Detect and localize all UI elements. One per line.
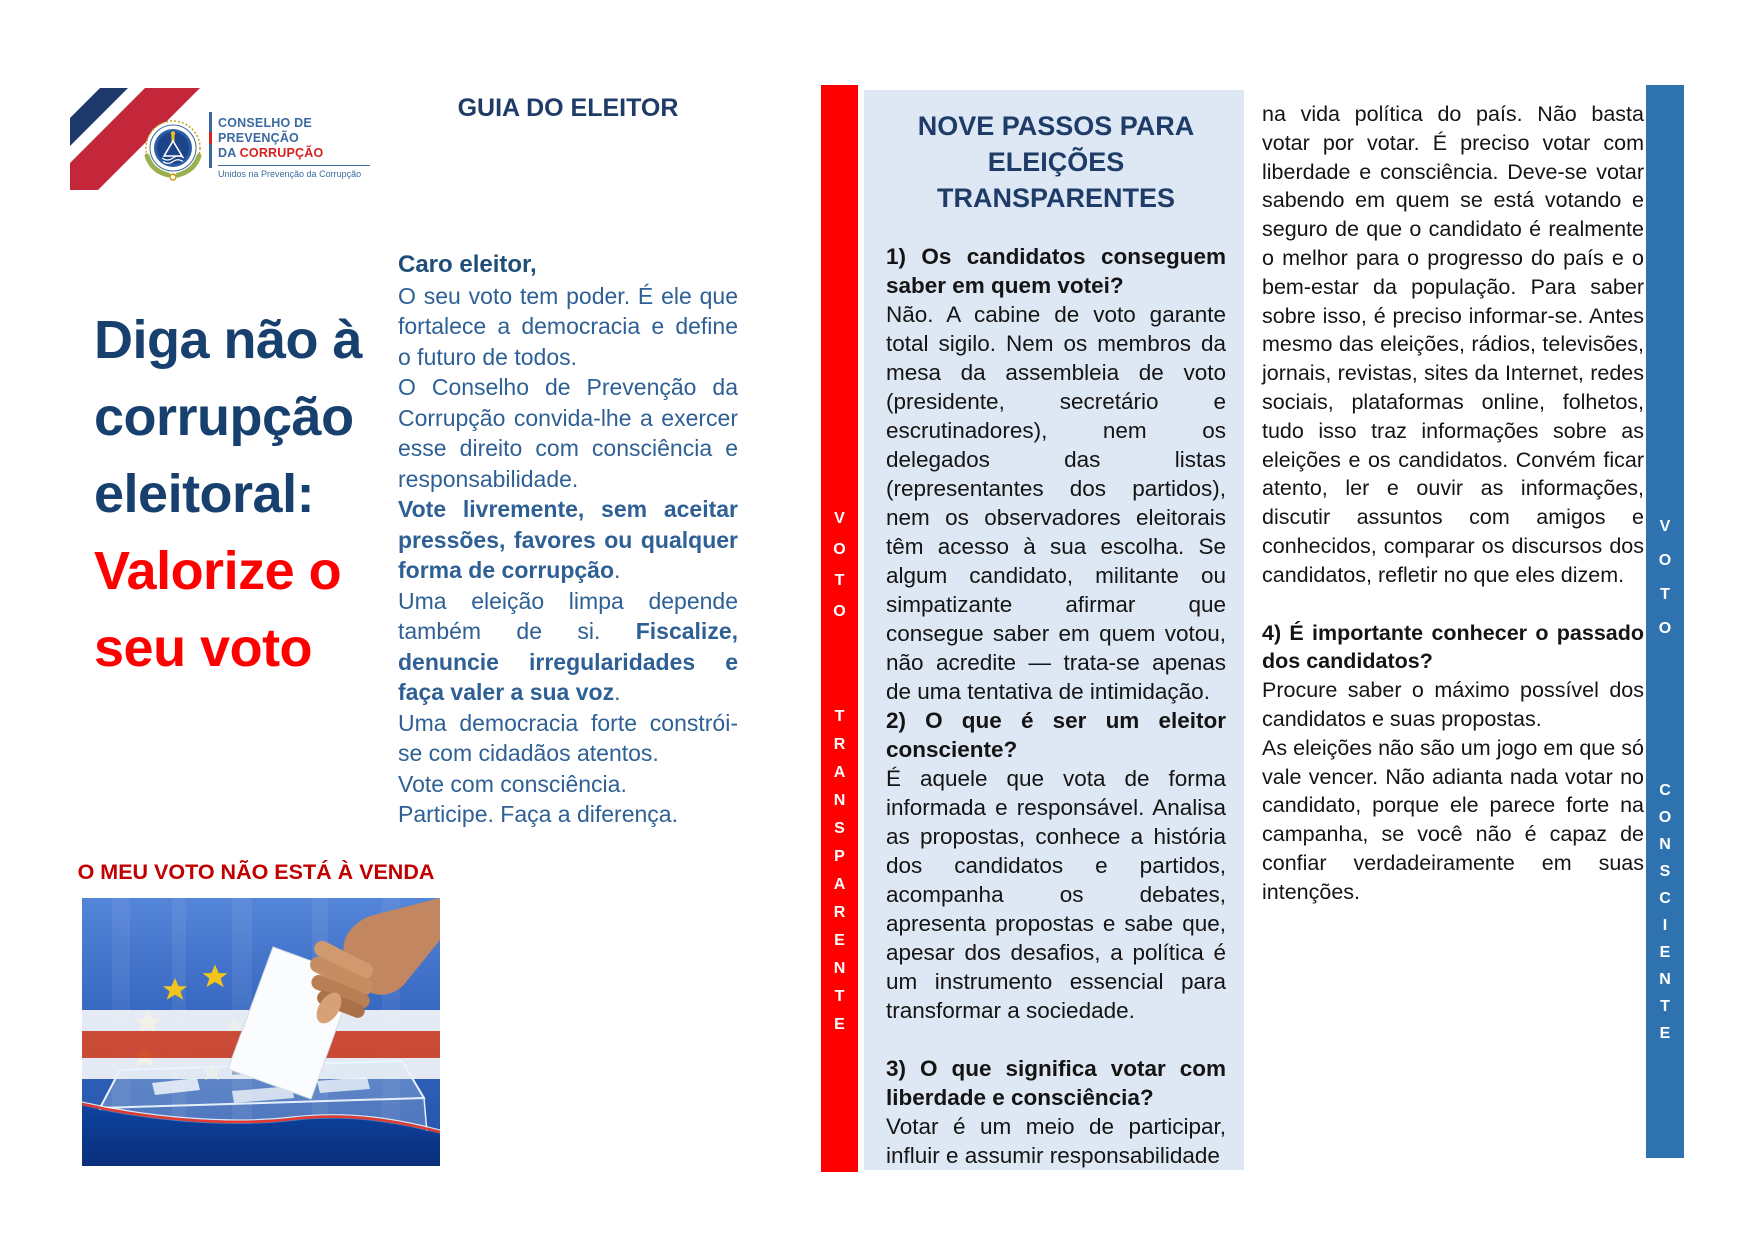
vertical-letter: C	[1659, 890, 1671, 907]
question-1: 1) Os candidatos conseguem saber em quem votei?	[886, 244, 1226, 298]
text-segment: O seu voto tem poder. É ele que fortalece a democracia e define o futuro de todos.	[398, 282, 738, 370]
continuation-paragraph: na vida política do país. Não basta votar por votar. É preciso votar com liberdade e consciência. Deve-se votar sabendo em quem se está votando e seguro de que o candidato é realmente o melhor para o progresso do país e o bem-estar da população. Para saber sobre isso, é preciso informar-se. Antes mesmo das eleições, rádios, televisões, jornais, revistas, sites da Internet, redes sociais, plataformas online, folhetos, tudo isso traz informações sobre as eleições e os candidatos. Convém ficar atento, ler e ouvir as informações, discutir assuntos com amigos e conhecidos, comparar os discursos dos candidatos, refletir no que eles dizem.	[1262, 102, 1644, 587]
vertical-letter: A	[833, 876, 846, 893]
vertical-letter: E	[1659, 944, 1671, 961]
answer-4-paragraph: As eleições não são um jogo em que só vale vencer. Não adianta nada votar no candidato, porque ele parece forte na campanha, se você não é capaz de confiar verdadeiramente em suas intenções.	[1262, 735, 1644, 904]
text-segment: Vote com consciência.	[398, 770, 627, 797]
answer-1: Não. A cabine de voto garante total sigilo. Nem os membros da mesa da assembleia de voto (presidente, secretário e escrutinadores), nem os delegados das listas (representantes dos partidos), nem os observadores eleitorais têm acesso à sua escolha. Se algum candidato, militante ou simpatizante afirmar que consegue saber em quem votou, não acredite — trata-se apenas de uma tentativa de intimidação.	[886, 302, 1226, 704]
vertical-letter: T	[834, 708, 845, 725]
vertical-letter: P	[834, 848, 845, 865]
answer-4-paragraph: Procure saber o máximo possível dos candidatos e suas propostas.	[1262, 678, 1644, 731]
bold-text-segment: Vote livremente, sem aceitar pressões, favores ou qualquer forma de corrupção	[398, 496, 738, 583]
vertical-letter: N	[1659, 836, 1671, 853]
vertical-letter: V	[834, 510, 845, 527]
voto-transparente-bar	[821, 85, 858, 1172]
ballot-photo-graphic	[82, 898, 440, 1166]
vertical-word-consciente	[1646, 777, 1684, 1047]
vertical-letter: E	[1659, 1025, 1671, 1042]
logo-org-line2-red: CORRUPÇÃO	[239, 146, 324, 160]
vertical-letter: N	[833, 792, 846, 809]
vertical-letter: O	[833, 603, 846, 620]
intro-paragraph	[398, 708, 738, 769]
panel-title-line: ELEIÇÕES TRANSPARENTES	[936, 147, 1176, 213]
vertical-letter: O	[1658, 809, 1672, 826]
vertical-letter: N	[833, 960, 846, 977]
spacer	[886, 1025, 1226, 1054]
ballot-photo	[82, 898, 440, 1166]
vertical-word-voto	[821, 503, 858, 627]
text-segment: Uma democracia forte constrói-se com cidadãos atentos.	[398, 709, 738, 766]
logo-org-line2	[218, 146, 378, 161]
vertical-letter: I	[1662, 917, 1668, 934]
vertical-letter: S	[1659, 863, 1671, 880]
vertical-letter: T	[1660, 586, 1670, 603]
vertical-letter: E	[834, 1016, 845, 1033]
headline	[94, 302, 362, 687]
logo-divider-red	[209, 132, 212, 144]
text-segment: O Conselho de Prevenção da Corrupção convida-lhe a exercer esse direito com consciência e responsabilidade.	[398, 374, 738, 492]
cpc-emblem-icon	[146, 121, 200, 180]
panel-title-line: NOVE PASSOS PARA	[917, 111, 1195, 141]
logo-rule	[218, 165, 370, 166]
vertical-letter: T	[1660, 998, 1670, 1015]
bold-text-segment: Fiscalize, denuncie irregularidades e faça valer a sua voz	[398, 618, 738, 705]
intro-paragraph	[398, 799, 738, 830]
nove-passos-panel	[864, 90, 1244, 1170]
intro-paragraph	[398, 494, 738, 586]
vertical-letter: C	[1659, 782, 1671, 799]
intro-paragraph	[398, 372, 738, 494]
headline-line: Diga não à	[94, 310, 363, 370]
vertical-letter: V	[1659, 518, 1671, 535]
text-segment: Uma eleição limpa depende também de si.	[398, 587, 738, 644]
text-segment: Participe. Faça a diferença.	[398, 801, 678, 827]
vertical-letter: E	[834, 932, 845, 949]
vertical-letter: O	[1658, 620, 1672, 637]
vertical-letter: N	[1659, 971, 1671, 988]
intro-paragraph	[398, 586, 738, 708]
vertical-letter: T	[834, 572, 845, 589]
answer-2: É aquele que vota de forma informada e responsável. Analisa as propostas, conhece a história dos candidatos e partidos, acompanha os debates, apresenta propostas e sabe que, apesar dos desafios, a política é um instrumento essencial para transformar a sociedade.	[886, 766, 1226, 1023]
headline-line: corrupção	[94, 387, 354, 447]
headline-line-red: Valorize o	[94, 541, 342, 601]
intro-column	[398, 250, 738, 830]
headline-line: eleitoral:	[94, 464, 315, 524]
vertical-letter: O	[833, 541, 846, 558]
right-column	[1262, 100, 1644, 907]
vertical-letter: S	[834, 820, 845, 837]
logo-org-line1: CONSELHO DE PREVENÇÃO	[218, 116, 312, 145]
text-segment: .	[614, 679, 621, 705]
answer-3: Votar é um meio de participar, influir e assumir responsabilidade	[886, 1114, 1226, 1168]
logo-text	[218, 116, 378, 180]
question-3: 3) O que significa votar com liberdade e consciência?	[886, 1056, 1226, 1110]
panel-title	[886, 108, 1226, 216]
intro-paragraph	[398, 281, 738, 373]
voto-consciente-bar	[1646, 85, 1684, 1158]
spacer	[1262, 590, 1644, 619]
headline-line-red: seu voto	[94, 618, 313, 678]
intro-paragraph	[398, 769, 738, 800]
vertical-word-transparente	[821, 703, 858, 1039]
vertical-letter: A	[833, 764, 846, 781]
vertical-letter: O	[1658, 552, 1672, 569]
vertical-word-voto	[1646, 510, 1684, 646]
text-segment: .	[614, 557, 621, 583]
question-4: 4) É importante conhecer o passado dos candidatos?	[1262, 620, 1644, 674]
logo-tagline: Unidos na Prevenção da Corrupção	[218, 169, 362, 179]
vertical-letter: R	[833, 736, 846, 753]
slogan-text: O MEU VOTO NÃO ESTÁ À VENDA	[77, 860, 435, 884]
vertical-letter: T	[834, 988, 845, 1005]
page-title: GUIA DO ELEITOR	[457, 94, 679, 122]
salutation: Caro eleitor,	[398, 251, 537, 278]
question-2: 2) O que é ser um eleitor consciente?	[886, 708, 1226, 762]
vertical-letter: R	[833, 904, 846, 921]
cpc-logo	[70, 88, 375, 190]
logo-org-line2-prefix: DA	[218, 146, 240, 160]
